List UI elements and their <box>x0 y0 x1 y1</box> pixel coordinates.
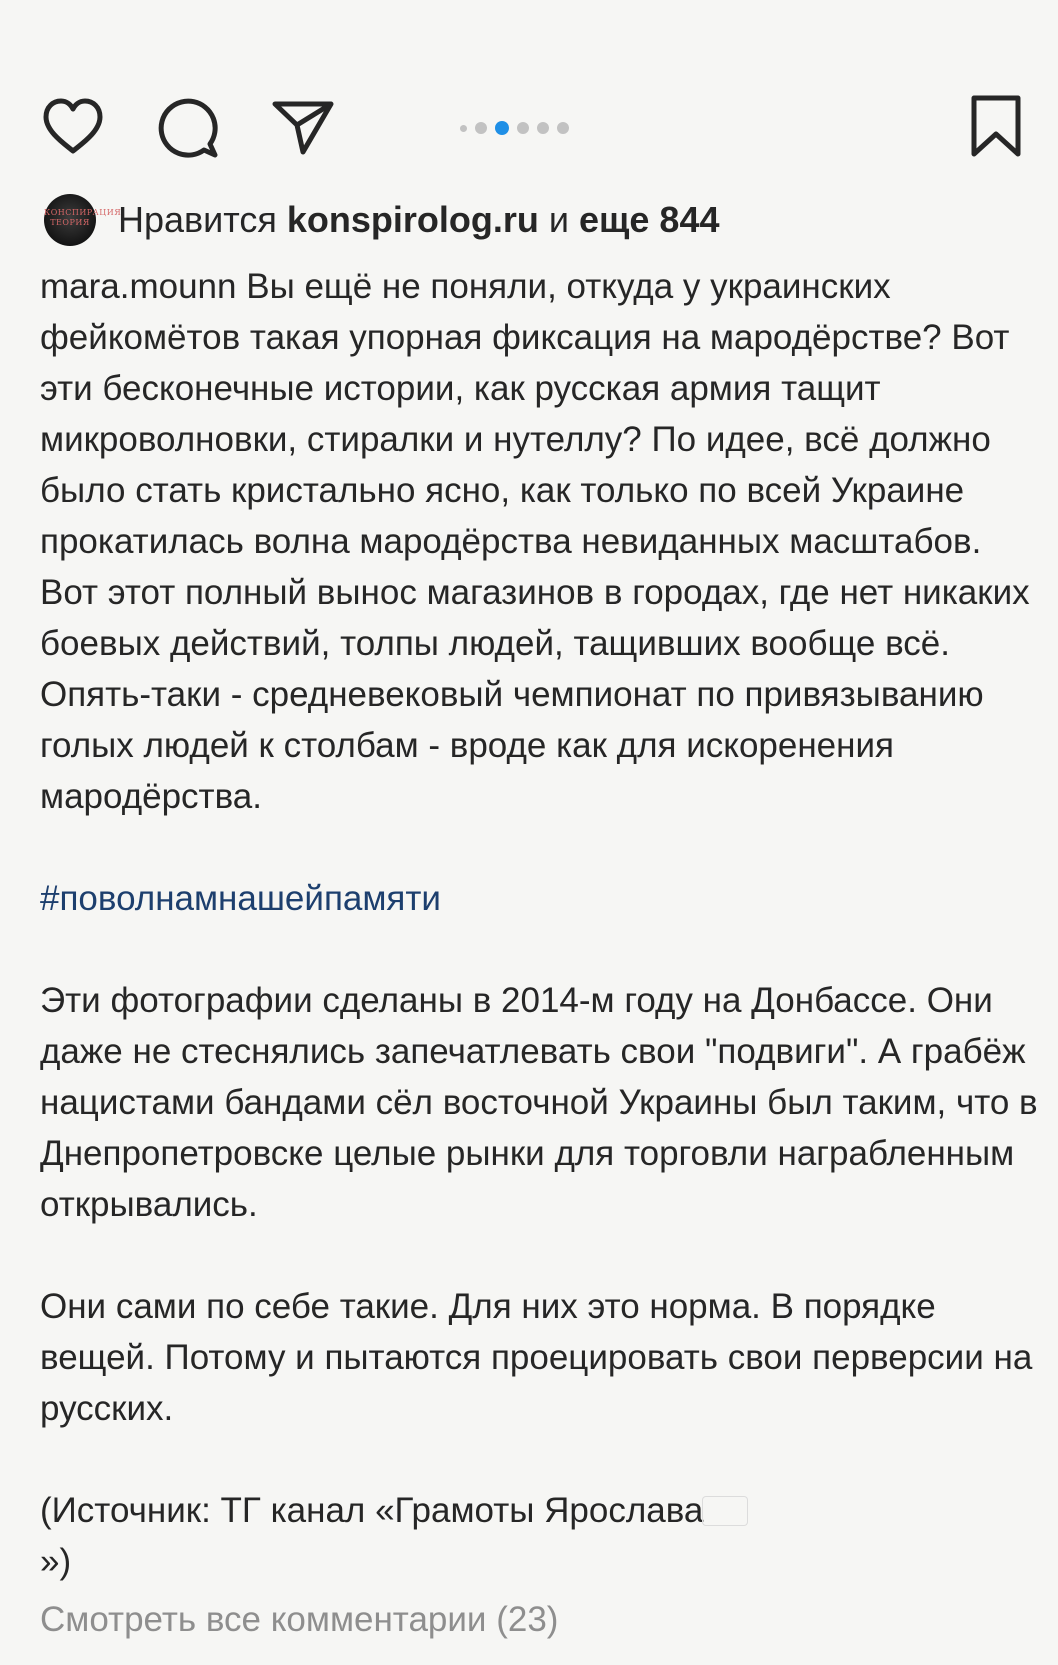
liked-by-user-link[interactable]: konspirolog.ru <box>286 199 539 240</box>
post-caption <box>40 261 1040 1587</box>
carousel-dot <box>460 125 467 132</box>
avatar[interactable] <box>44 194 122 246</box>
carousel-dot <box>517 122 529 134</box>
caption-paragraph <box>40 873 1040 924</box>
carousel-dot <box>557 122 569 134</box>
carousel-dot <box>475 122 487 134</box>
carousel-dot <box>537 122 549 134</box>
source-text-end: ») <box>40 1542 72 1581</box>
likes-count-link[interactable]: еще 844 <box>579 199 720 240</box>
hashtag-link[interactable]: #поволнамнашейпамяти <box>40 879 441 918</box>
share-icon[interactable] <box>270 94 336 160</box>
caption-paragraph: Они сами по себе такие. Для них это норма. В порядке вещей. Потому и пытаются проецировать свои перверсии на русских. <box>40 1287 1033 1428</box>
bookmark-icon[interactable] <box>968 94 1024 160</box>
russia-flag-icon <box>703 1497 747 1525</box>
post-action-bar <box>0 88 1058 164</box>
view-all-comments-link[interactable]: Смотреть все комментарии (23) <box>40 1600 559 1639</box>
heart-icon[interactable] <box>40 94 106 160</box>
comment-icon[interactable] <box>155 94 221 160</box>
caption-username-link[interactable]: mara.mounn <box>40 267 237 306</box>
likes-connector: и <box>548 199 569 240</box>
likes-summary <box>44 193 720 247</box>
carousel-dot-active <box>495 121 509 135</box>
caption-source <box>40 1485 1040 1536</box>
avatar-logo-text: КОНСПИРАЦИЯ ТЕОРИЯ <box>44 208 122 227</box>
caption-text: Вы ещё не поняли, откуда у украинских фейкомётов такая упорная фиксация на мародёрстве? Вот эти бесконечные истории, как русская армия тащит микроволновки, стиралки и нутеллу? По идее, всё должно было стать кристально ясно, как только по всей Украине прокатилась волна мародёрства невиданных масштабов. Вот этот полный вынос магазинов в городах, где нет никаких боевых действий, толпы людей, тащивших вообще всё. Опять-таки - средневековый чемпионат по привязыванию голых людей к столбам - вроде как для искоренения мародёрства. <box>40 267 1030 816</box>
carousel-indicator <box>460 120 569 136</box>
likes-prefix: Нравится <box>118 199 277 240</box>
source-text: (Источник: ТГ канал «Грамоты Ярослава <box>40 1491 704 1530</box>
caption-paragraph <box>40 261 1040 822</box>
likes-text[interactable] <box>118 199 720 241</box>
caption-paragraph: Эти фотографии сделаны в 2014-м году на Донбассе. Они даже не стеснялись запечатлевать свои "подвиги". А грабёж нацистами бандами сёл восточной Украины был таким, что в Днепропетровске целые рынки для торговли награбленным открывались. <box>40 981 1038 1224</box>
